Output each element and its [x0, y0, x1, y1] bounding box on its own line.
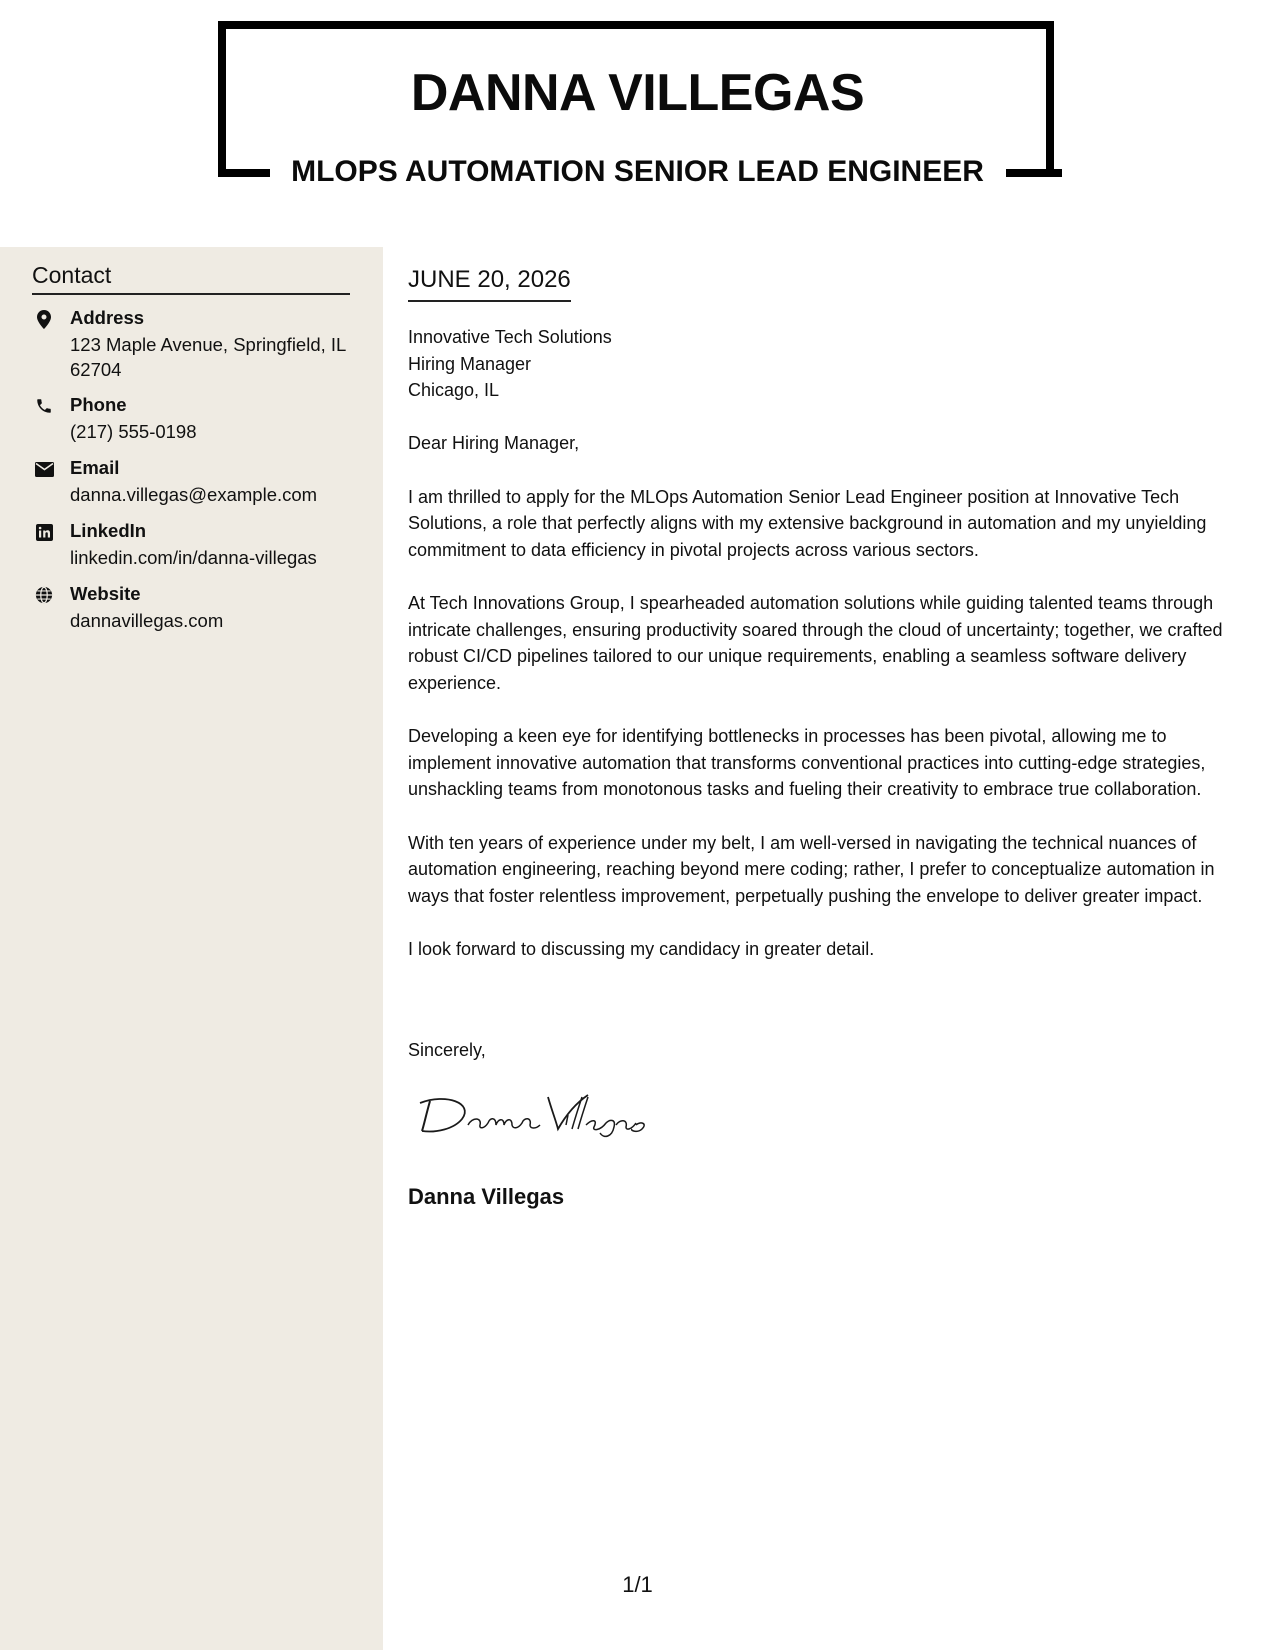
salutation: Dear Hiring Manager, — [408, 433, 580, 453]
signer-name: Danna Villegas — [408, 1184, 565, 1209]
letter-date: JUNE 20, 2026 — [408, 266, 571, 302]
contact-sidebar — [0, 247, 383, 1650]
recipient-location: Chicago, IL — [408, 380, 500, 400]
contact-value-email: danna.villegas@example.com — [70, 484, 318, 505]
contact-heading: Contact — [32, 262, 350, 295]
letter-paragraph: At Tech Innovations Group, I spearheaded automation solutions while guiding talented teams through intricate challenges, ensuring productivity soared through the cloud of uncertainty; together, we crafted robust CI/CD pipelines tailored to our unique requirements, enabling a seamless software delivery experience. — [408, 593, 1223, 693]
linkedin-icon — [34, 522, 54, 542]
closing: Sincerely, — [408, 1040, 486, 1060]
contact-value-linkedin: linkedin.com/in/danna-villegas — [70, 547, 317, 568]
contact-value-address: 123 Maple Avenue, Springfield, IL 62704 — [70, 334, 346, 380]
letter-paragraph: Developing a keen eye for identifying bottlenecks in processes has been pivotal, allowing me to implement innovative automation that transforms conventional practices into cutting-edge strategies, unshackling teams from monotonous tasks and fueling their creativity to embrace true collaboration. — [408, 726, 1206, 799]
letter-paragraph: With ten years of experience under my belt, I am well-versed in navigating the technical nuances of automation engineering, reaching beyond mere coding; rather, I prefer to conceptualize automation in ways that foster relentless improvement, perpetually pushing the envelope to deliver greater impact. — [408, 832, 1215, 906]
page-number: 1/1 — [622, 1572, 653, 1597]
contact-label-address: Address — [70, 307, 145, 328]
globe-icon — [34, 585, 54, 605]
envelope-icon — [34, 459, 54, 479]
letter-body — [408, 430, 1254, 990]
letter-paragraph: I look forward to discussing my candidacy in greater detail. — [408, 939, 875, 959]
recipient-block — [408, 324, 612, 404]
map-pin-icon — [34, 309, 54, 329]
signature-image — [416, 1085, 656, 1146]
candidate-name: DANNA VILLEGAS — [410, 64, 865, 122]
contact-value-phone: (217) 555-0198 — [70, 421, 197, 442]
letter-paragraph: I am thrilled to apply for the MLOps Automation Senior Lead Engineer position at Innovative Tech Solutions, a role that perfectly aligns with my extensive background in automation and my unyielding commitment to data efficiency in pivotal projects across various sectors. — [408, 486, 1207, 560]
contact-label-email: Email — [70, 457, 120, 478]
contact-value-website: dannavillegas.com — [70, 610, 224, 631]
phone-icon — [34, 396, 54, 416]
recipient-company: Innovative Tech Solutions — [408, 327, 612, 347]
job-title: MLOPS AUTOMATION SENIOR LEAD ENGINEER — [291, 155, 984, 188]
contact-label-phone: Phone — [70, 394, 127, 415]
recipient-role: Hiring Manager — [408, 353, 532, 374]
contact-label-website: Website — [70, 583, 141, 604]
contact-label-linkedin: LinkedIn — [70, 520, 147, 541]
